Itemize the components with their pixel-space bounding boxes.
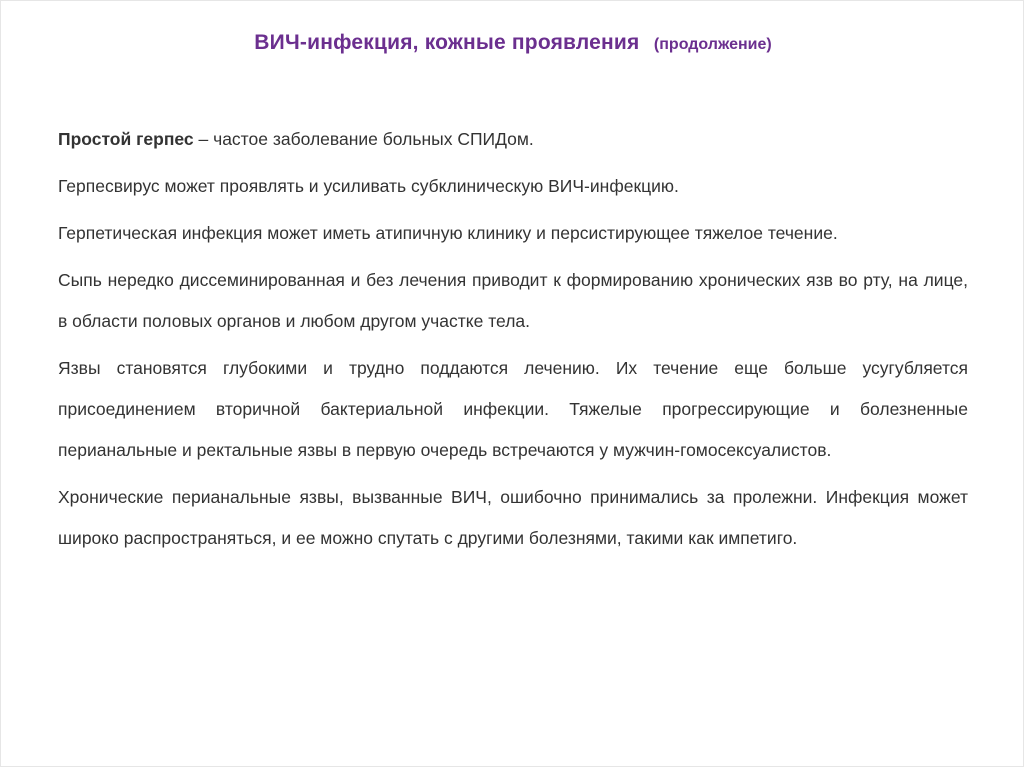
paragraph-text: – частое заболевание больных СПИДом. <box>193 129 534 149</box>
title-main: ВИЧ-инфекция, кожные проявления <box>254 31 640 54</box>
slide-body <box>58 119 968 565</box>
paragraph-herpes-intro <box>58 119 968 160</box>
paragraph-chronic-ulcers <box>58 477 968 559</box>
paragraph-rash <box>58 260 968 342</box>
paragraph-text: Герпетическая инфекция может иметь атипичную клинику и персистирующее тяжелое течение. <box>58 223 838 243</box>
paragraph-lead-bold: Простой герпес <box>58 129 194 149</box>
paragraph-herpesvirus <box>58 166 968 207</box>
paragraph-ulcers <box>58 348 968 471</box>
title-subtitle: (продолжение) <box>653 36 772 53</box>
paragraph-herpetic-infection <box>58 213 968 254</box>
paragraph-text: Язвы становятся глубокими и трудно поддаются лечению. Их течение еще больше усугубляется присоединением вторичной бактериальной инфекции. Тяжелые прогрессирующие и болезненные перианальные и ректальные язвы в первую очередь встречаются у мужчин-гомосексуалистов. <box>58 358 968 460</box>
paragraph-text: Герпесвирус может проявлять и усиливать субклиническую ВИЧ-инфекцию. <box>58 176 679 196</box>
paragraph-text: Хронические перианальные язвы, вызванные ВИЧ, ошибочно принимались за пролежни. Инфекция может широко распространяться, и ее можно спутать с другими болезнями, такими как импетиго. <box>58 487 968 548</box>
slide-title <box>1 31 1024 55</box>
paragraph-text: Сыпь нередко диссеминированная и без лечения приводит к формированию хронических язв во рту, на лице, в области половых органов и любом другом участке тела. <box>58 270 968 331</box>
